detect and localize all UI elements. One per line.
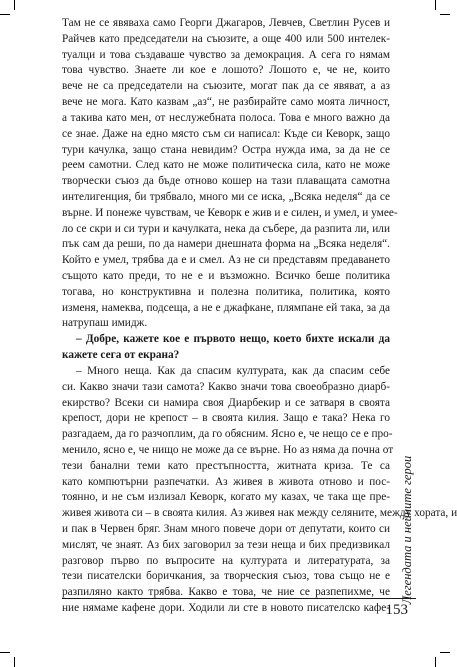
text-line: разгадаем, да го разчоплим, да го обясним. Ясно е, че нещо се е про- [62, 428, 393, 441]
text-line: Който е умел, трябва да е и смел. Аз не си представям предаването [62, 254, 390, 267]
text-line: разпиляно както трябва. Какво е това, че ние се разпепихме, че [62, 586, 390, 599]
text-line: Там не се явяваха само Георги Джагаров, Левчев, Светлин Русев и [62, 17, 390, 29]
text-line: тогава, но конструктивна и полезна политика, политика, която [62, 285, 390, 298]
text-line: това чувство. Знаете ли кое е лошото? Лошото е, че не, които [62, 64, 390, 77]
text-line: и пак в Червен бряг. Знам много повече дори от депутати, които си [62, 523, 390, 535]
crop-mark-bottom-right-v [435, 657, 436, 667]
crop-mark-top-left-h [0, 14, 10, 15]
text-line: крепост, дори не крепост – в своята килия. Защо е така? Нека го [62, 412, 390, 425]
text-line: мислят, че знаят. Аз бих заговорил за тези неща и бих предизвикал [62, 538, 390, 551]
text-line: изменя, намеква, подсеща, а не е джафкане, плямпане ей така, за да [62, 301, 390, 314]
text-line: пък сам да реши, по да намери днешната форма на „Всяка неделя“. [62, 238, 390, 251]
text-line: тези банални теми като престъпността, житната криза. Те са [62, 459, 390, 472]
text-line: туалци и това създаваше чувство за демокрация. А сега го нямам [62, 48, 390, 61]
text-line: менило, ясно е, че нищо не може да се върне. Но аз няма да почна от [62, 443, 394, 456]
text-line: – Много неща. Как да спасим културата, как да спасим себе [76, 364, 390, 377]
crop-mark-top-left-v [14, 0, 15, 10]
crop-mark-top-right-h [440, 14, 450, 15]
crop-mark-bottom-right-h [440, 652, 450, 653]
interview-question-line: – Добре, кажете кое е първото нещо, което бихте искали да [76, 333, 390, 346]
text-line: тези писателски боричкания, за творческия съюз, това също не е [62, 570, 390, 583]
text-line: същото като преди, то не е и възможно. Всичко беше политика [62, 270, 390, 282]
text-line: живея живота си – в своята килия. Аз живея нак между селяните, между хората, и [62, 507, 457, 520]
text-line: ние нямаме кафене дори. Ходили ли сте в новото писателско кафе- [62, 602, 390, 615]
text-line: тури качулка, защо стана невидим? Остра нужда има, за да не се [62, 143, 390, 156]
text-line: вече не са председатели на съюзите, могат пак да се явяват, а аз [62, 80, 390, 93]
text-line: се знае. Даже на едно място съм си написал: Къде си Кеворк, защо [62, 127, 390, 140]
crop-mark-bottom-left-v [14, 657, 15, 667]
text-line: разговор първо по въпросите на културата и литературата, за [62, 554, 390, 567]
text-line: натрупаш имидж. [62, 317, 148, 330]
text-line: реем самотни. След като не може политическа сила, като не може [62, 159, 390, 172]
text-line: а такива като мен, от неслужебната полоса. Това е много важно да [62, 111, 390, 124]
text-line: си. Какво значи тази самота? Какво значи това своеобразно диарб- [62, 380, 390, 393]
running-title: Легендата и нейните герои [400, 455, 414, 605]
text-line: тоянно, и не съм излизал Кеворк, когато му казах, че така ще пре- [62, 491, 390, 504]
crop-mark-top-right-v [435, 0, 436, 10]
text-line: върне. И понеже чувствам, че Кеворк е жив и е силен, и умел, и умее- [62, 206, 398, 219]
crop-mark-bottom-left-h [0, 652, 10, 653]
text-line: Райчев като председатели на съюзите, а още 400 или 500 интелек- [62, 32, 390, 45]
text-line: вече не мога. Като казвам „аз“, не разбирайте само моята личност, [62, 96, 390, 109]
page-number: 153 [385, 602, 408, 618]
text-line: екирство? Всеки си намира своя Диарбекир и се затваря в своята [62, 396, 390, 409]
footer-rule [62, 598, 416, 599]
text-line: като компютърни разпечатки. Аз живея в живота отново и пос- [62, 475, 390, 488]
text-line: интелигенция, би трябвало, много ми се иска, „Всяка неделя“ да се [62, 190, 390, 203]
text-line: ло се скри и си тури и качулката, нека да събере, да разпита ли, или [62, 222, 390, 235]
text-line: творчески съюз да бъде отново кошер на тази плаващата самотна [62, 175, 390, 188]
interview-question-line: кажете сега от екрана? [62, 349, 180, 362]
